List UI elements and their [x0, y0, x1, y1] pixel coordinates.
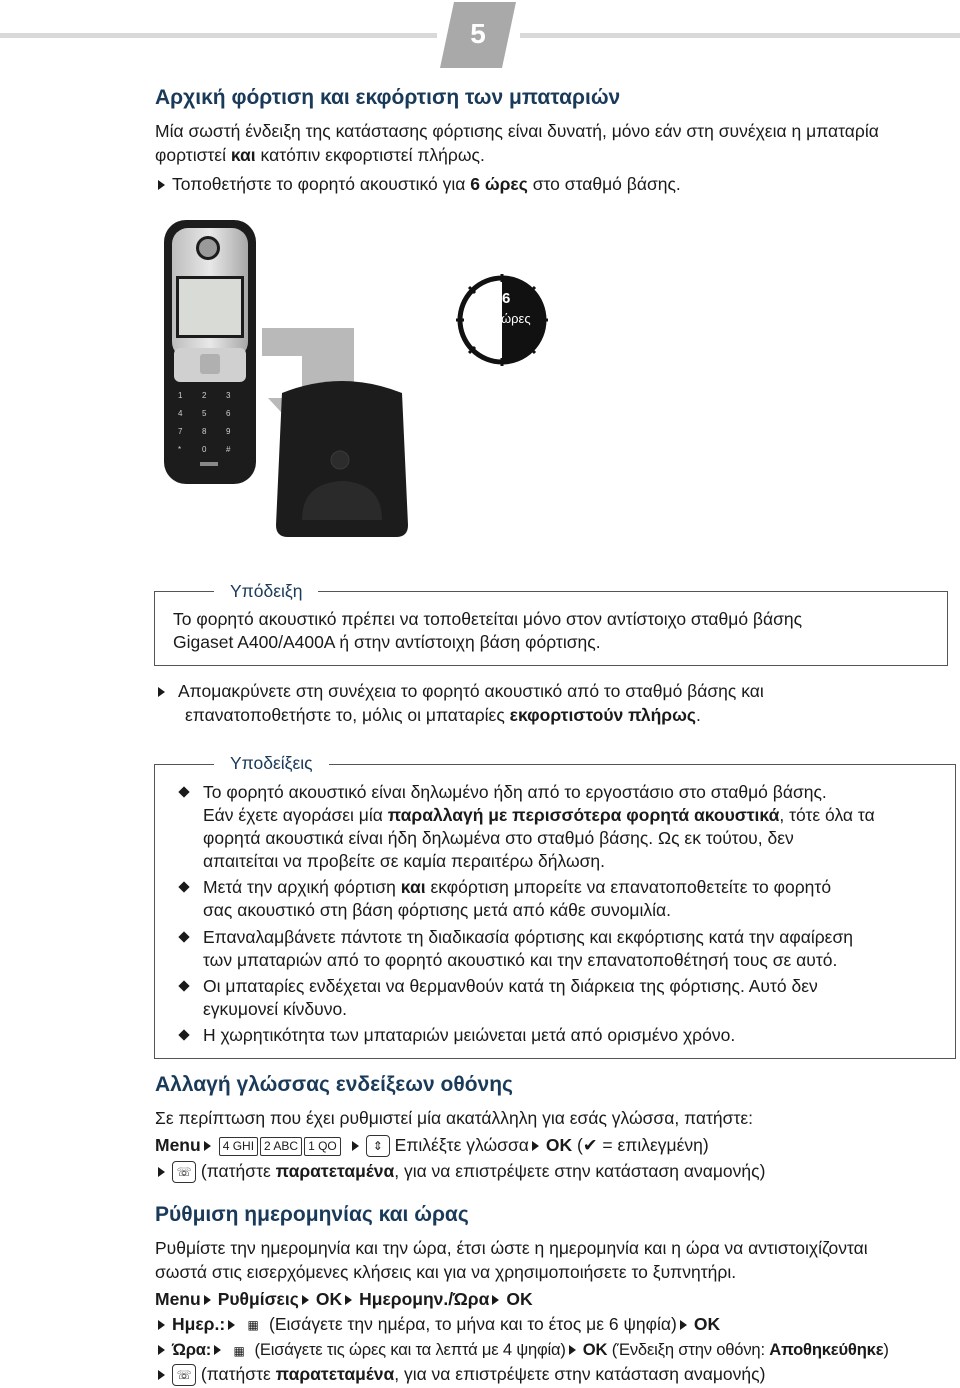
arrow-right-icon	[158, 1370, 165, 1380]
time-entry-step: Ώρα: ▦ (Εισάγετε τις ώρες και τα λεπτά με 4 ψηφία) OK (Ένδειξη στην οθόνη: Αποθηκεύθηκε)	[155, 1338, 889, 1362]
up-down-nav-key-icon: ⇕	[366, 1135, 390, 1157]
date-time-menu-path: Menu Ρυθμίσεις OK Ημερομην./Ώρα OK	[155, 1289, 533, 1309]
arrow-right-icon	[158, 180, 165, 190]
arrow-right-icon	[532, 1141, 539, 1151]
header-rule-right	[520, 33, 960, 38]
svg-text:9: 9	[226, 427, 231, 436]
note-line-2: Gigaset A400/A400A ή στην αντίστοιχη βάση φόρτισης.	[173, 632, 601, 652]
svg-text:#: #	[226, 445, 231, 454]
arrow-right-icon	[158, 1345, 165, 1355]
arrow-right-icon	[345, 1295, 352, 1305]
section-title-battery: Αρχική φόρτιση και εκφόρτιση των μπαταριών	[155, 86, 621, 109]
notes-item-1-line-3: φορητά ακουστικά είναι ήδη δηλωμένα στο σταθμό βάσης. Ως εκ τούτου, δεν	[203, 828, 794, 848]
notes-item-5-line-1: Η χωρητικότητα των μπαταριών μειώνεται μετά από ορισμένο χρόνο.	[203, 1025, 736, 1045]
date-time-intro-1: Ρυθμίστε την ημερομηνία και την ώρα, έτσι ώστε η ημερομηνία και η ώρα να αντιστοιχίζονται	[155, 1238, 868, 1258]
end-call-key-icon: ☏	[172, 1161, 196, 1183]
section-title-date-time: Ρύθμιση ημερομηνίας και ώρας	[155, 1203, 469, 1226]
date-time-end-call: ☏ (πατήστε παρατεταμένα, για να επιστρέψετε στην κατάσταση αναμονής)	[155, 1363, 765, 1387]
svg-text:1: 1	[178, 391, 183, 400]
notes-item-2-line-2: σας ακουστικό στη βάση φόρτισης μετά από κάθε συνομιλία.	[203, 900, 672, 920]
section-title-language: Αλλαγή γλώσσας ενδείξεων οθόνης	[155, 1073, 513, 1096]
keypad-icon: ▦	[233, 1343, 245, 1358]
arrow-right-icon	[569, 1345, 576, 1355]
notes-item-1-line-1: Το φορητό ακουστικό είναι δηλωμένο ήδη από το εργοστάσιο στο σταθμό βάσης.	[203, 782, 827, 802]
notes-title: Υποδείξεις	[214, 753, 329, 774]
svg-text:*: *	[178, 445, 182, 454]
intro-line-2: φορτιστεί και κατόπιν εκφορτιστεί πλήρως.	[155, 145, 485, 165]
note-line-1: Το φορητό ακουστικό πρέπει να τοποθετείται μόνο στον αντίστοιχο σταθμό βάσης	[173, 609, 803, 629]
arrow-right-icon	[680, 1320, 687, 1330]
notes-item-3-line-1: Επαναλαμβάνετε πάντοτε τη διαδικασία φόρτισης και εκφόρτισης κατά την αφαίρεση	[203, 927, 853, 947]
checkmark-icon: ✔	[582, 1135, 598, 1155]
svg-text:8: 8	[202, 427, 207, 436]
timer-label-unit: ώρες	[501, 311, 531, 326]
svg-text:4: 4	[178, 409, 183, 418]
arrow-right-icon	[158, 1320, 165, 1330]
note-title: Υπόδειξη	[214, 581, 318, 602]
arrow-right-icon	[228, 1320, 235, 1330]
notes-item-2-line-1: Μετά την αρχική φόρτιση και εκφόρτιση μπορείτε να επανατοποθετείτε το φορητό	[203, 877, 832, 897]
key-4: 4 GHI	[219, 1137, 258, 1156]
language-intro: Σε περίπτωση που έχει ρυθμιστεί μία ακατάλληλη για εσάς γλώσσα, πατήστε:	[155, 1108, 754, 1128]
step-remove-handset-2: επανατοποθετήστε το, μόλις οι μπαταρίες εκφορτιστούν πλήρως.	[185, 705, 701, 725]
key-2: 2 ABC	[260, 1137, 302, 1156]
svg-text:7: 7	[178, 427, 183, 436]
arrow-right-icon	[204, 1141, 211, 1151]
handset-illustration	[160, 218, 260, 488]
date-entry-step: Ημερ.: ▦ (Εισάγετε την ημέρα, το μήνα και το έτος με 6 ψηφία) OK	[155, 1313, 720, 1337]
header-rule-left	[0, 33, 437, 38]
svg-text:6: 6	[226, 409, 231, 418]
date-time-intro-2: σωστά στις εισερχόμενες κλήσεις και για να χρησιμοποιήσετε το ξυπνητήρι.	[155, 1262, 737, 1282]
arrow-right-icon	[214, 1345, 221, 1355]
step-remove-handset-1: Απομακρύνετε στη συνέχεια το φορητό ακουστικό από το σταθμό βάσης και	[155, 680, 764, 704]
svg-text:5: 5	[202, 409, 207, 418]
notes-item-4-line-1: Οι μπαταρίες ενδέχεται να θερμανθούν κατά τη διάρκεια της φόρτισης. Αυτό δεν	[203, 976, 818, 996]
timer-label-number: 6	[502, 290, 511, 307]
svg-text:2: 2	[202, 391, 207, 400]
notes-item-1-line-4: απαιτείται να προβείτε σε καμία περαιτέρω δήλωση.	[203, 851, 606, 871]
notes-item-4-line-2: εγκυμονεί κίνδυνο.	[203, 999, 348, 1019]
page-number: 5	[470, 18, 486, 49]
language-path: Menu 4 GHI 2 ABC 1 QO ⇕ Επιλέξτε γλώσσα OK (✔ = επιλεγμένη)	[155, 1134, 709, 1158]
svg-text:3: 3	[226, 391, 231, 400]
key-1: 1 QO	[304, 1137, 341, 1156]
arrow-right-icon	[204, 1295, 211, 1305]
intro-line-1: Μία σωστή ένδειξη της κατάστασης φόρτισης είναι δυνατή, μόνο εάν στη συνέχεια η μπαταρία	[155, 121, 879, 141]
arrow-right-icon	[352, 1141, 359, 1151]
arrow-right-icon	[492, 1295, 499, 1305]
notes-item-3-line-2: των μπαταριών από το φορητό ακουστικό και την επανατοποθέτησή τους σε αυτό.	[203, 950, 838, 970]
arrow-right-icon	[158, 1167, 165, 1177]
notes-item-1-line-2: Εάν έχετε αγοράσει μία παραλλαγή με περισσότερα φορητά ακουστικά, τότε όλα τα	[203, 805, 875, 825]
arrow-right-icon	[302, 1295, 309, 1305]
step-place-handset: Τοποθετήστε το φορητό ακουστικό για 6 ώρες στο σταθμό βάσης.	[155, 173, 681, 197]
keypad-icon: ▦	[247, 1318, 259, 1333]
base-insert-arrow-overlay	[262, 328, 392, 468]
end-call-key-icon: ☏	[172, 1364, 196, 1386]
arrow-right-icon	[158, 687, 165, 697]
svg-text:0: 0	[202, 445, 207, 454]
language-end-call: ☏ (πατήστε παρατεταμένα, για να επιστρέψετε στην κατάσταση αναμονής)	[155, 1160, 765, 1184]
